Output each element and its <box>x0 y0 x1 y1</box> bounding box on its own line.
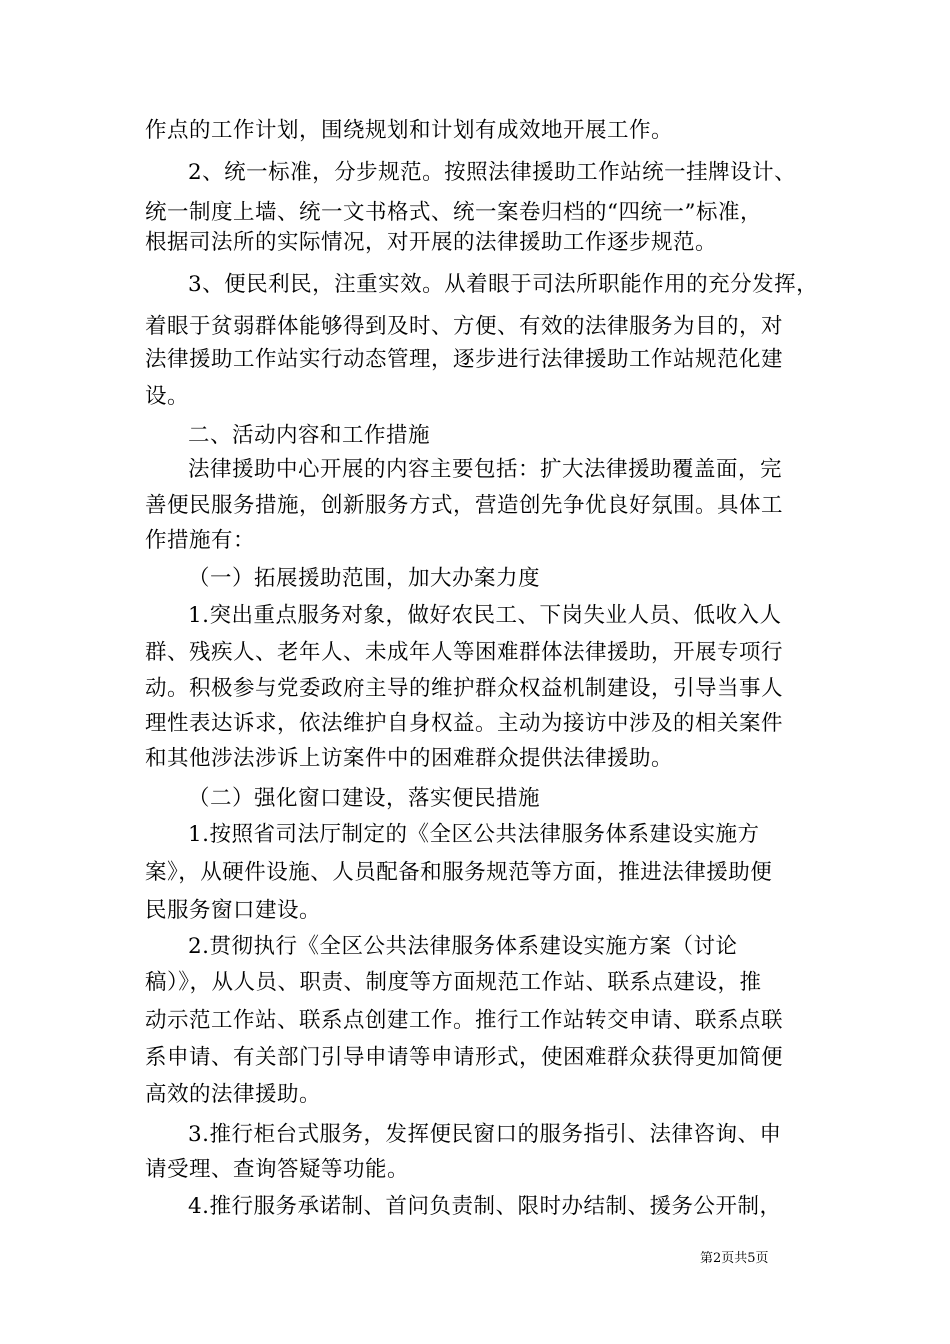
text-line: 4.推行服务承诺制、首问负责制、限时办结制、援务公开制， <box>188 1194 782 1219</box>
text-line: 案》，从硬件设施、人员配备和服务规范等方面，推进法律援助便 <box>145 860 773 885</box>
text-line: 高效的法律援助。 <box>145 1082 322 1107</box>
text-line: 系申请、有关部门引导申请等申请形式，使困难群众获得更加简便 <box>145 1045 784 1070</box>
text-line: 理性表达诉求，依法维护自身权益。主动为接访中涉及的相关案件 <box>145 711 784 736</box>
text-line: 作点的工作计划，围绕规划和计划有成效地开展工作。 <box>145 118 674 143</box>
text-line: 和其他涉法涉诉上访案件中的困难群众提供法律援助。 <box>145 746 674 771</box>
text-line: 统一制度上墙、统一文书格式、统一案卷归档的“四统一”标准， <box>145 200 762 225</box>
text-line: 善便民服务措施，创新服务方式，营造创先争优良好氛围。具体工 <box>145 493 784 518</box>
text-line: 法律援助工作站实行动态管理，逐步进行法律援助工作站规范化建 <box>145 347 784 372</box>
text-line: 1.突出重点服务对象，做好农民工、下岗失业人员、低收入人 <box>188 603 782 628</box>
subsection-heading: （一）拓展援助范围，加大办案力度 <box>188 566 541 591</box>
text-line: 1.按照省司法厅制定的《全区公共法律服务体系建设实施方 <box>188 822 760 847</box>
text-line: 动。积极参与党委政府主导的维护群众权益机制建设，引导当事人 <box>145 676 784 701</box>
text-line: 作措施有： <box>145 528 256 553</box>
text-line: 2、统一标准，分步规范。按照法律援助工作站统一挂牌设计、 <box>188 160 797 185</box>
text-line: 2.贯彻执行《全区公共法律服务体系建设实施方案（讨论 <box>188 934 738 959</box>
text-line: 群、残疾人、老年人、未成年人等困难群体法律援助，开展专项行 <box>145 640 784 665</box>
text-line: 请受理、查询答疑等功能。 <box>145 1157 410 1182</box>
text-line: 3、便民利民，注重实效。从着眼于司法所职能作用的充分发挥， <box>188 272 819 297</box>
page-number: 第2页共5页 <box>700 1251 769 1266</box>
text-line: 根据司法所的实际情况，对开展的法律援助工作逐步规范。 <box>145 230 718 255</box>
text-line: 动示范工作站、联系点创建工作。推行工作站转交申请、联系点联 <box>145 1008 784 1033</box>
text-line: 稿）》，从人员、职责、制度等方面规范工作站、联系点建设，推 <box>145 970 762 995</box>
text-line: 民服务窗口建设。 <box>145 898 322 923</box>
text-line: 设。 <box>145 384 190 409</box>
text-line: 3.推行柜台式服务，发挥便民窗口的服务指引、法律咨询、申 <box>188 1122 782 1147</box>
text-line: 法律援助中心开展的内容主要包括：扩大法律援助覆盖面，完 <box>188 457 783 482</box>
text-line: 着眼于贫弱群体能够得到及时、方便、有效的法律服务为目的，对 <box>145 314 784 339</box>
subsection-heading: （二）强化窗口建设，落实便民措施 <box>188 786 541 811</box>
section-heading: 二、活动内容和工作措施 <box>188 423 431 448</box>
